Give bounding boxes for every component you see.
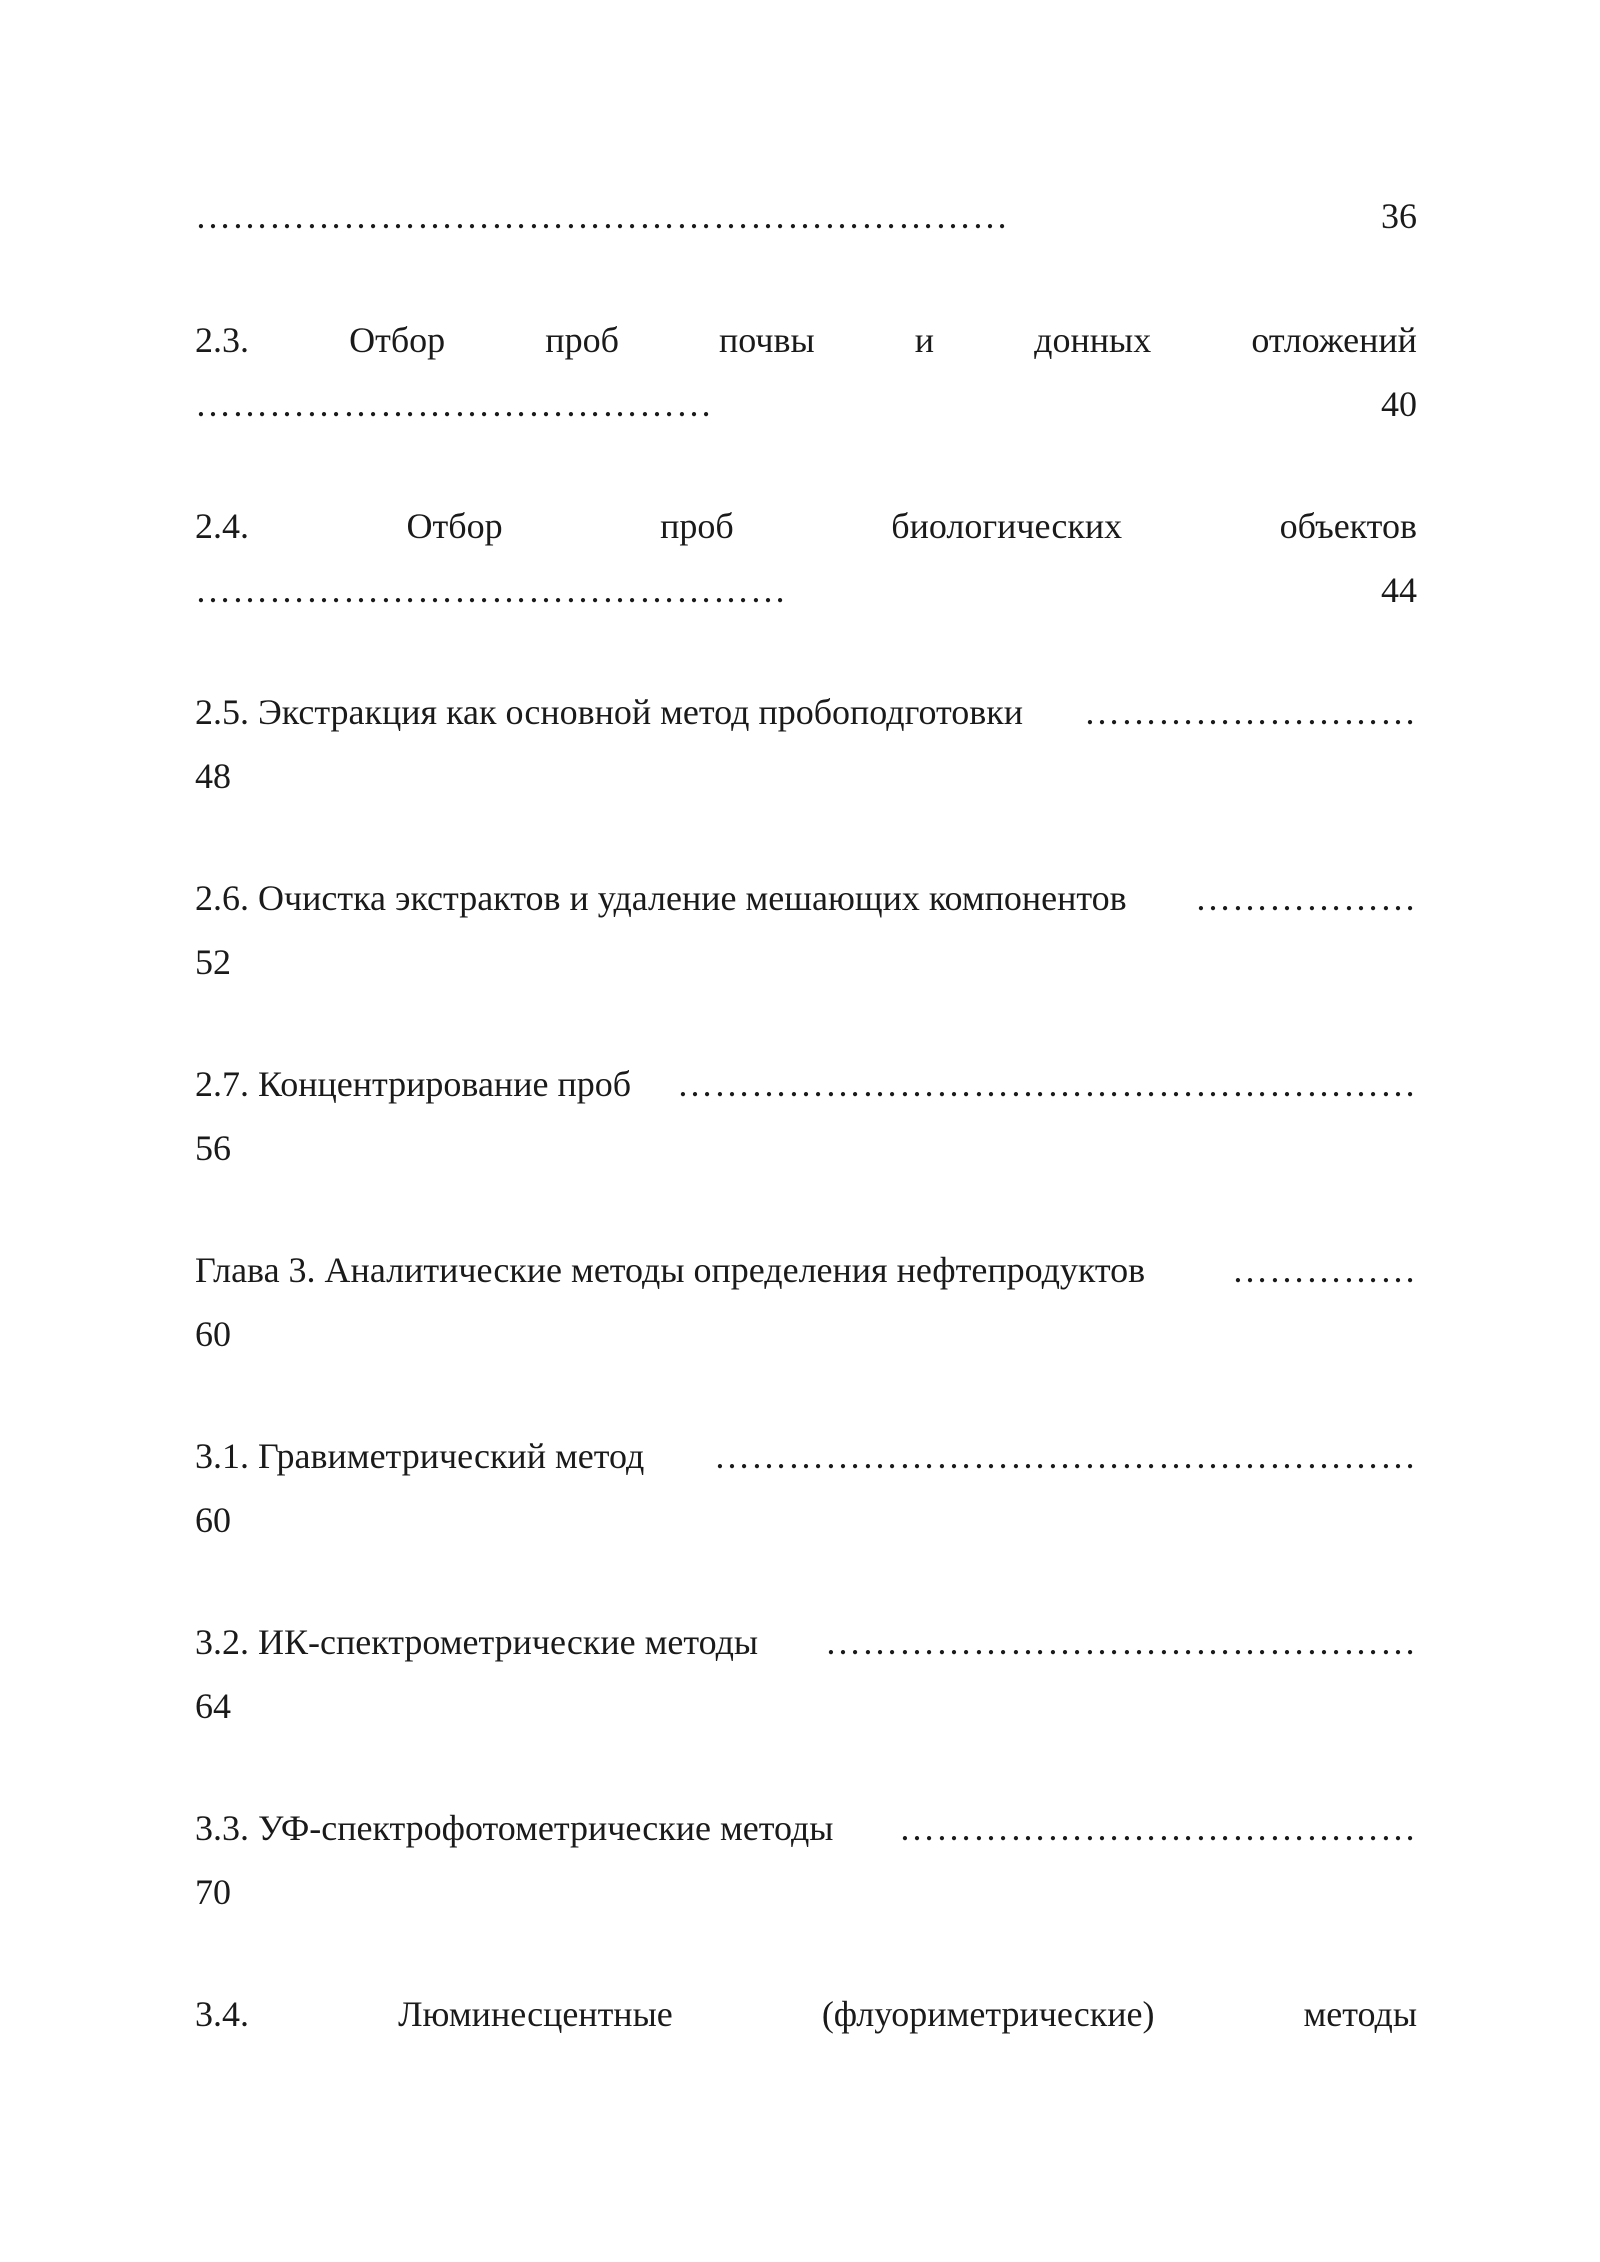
toc-page-number: 70 [195, 1872, 231, 1912]
toc-leader-dots: …………………………………… [899, 1808, 1417, 1848]
toc-line [195, 558, 1417, 622]
toc-title: 3.3. УФ-спектрофотометрические методы [195, 1808, 834, 1848]
toc-entry [195, 1610, 1417, 1738]
toc-line [195, 372, 1417, 436]
toc-title-word: методы [1303, 1994, 1417, 2034]
toc-page-number: 36 [1381, 196, 1417, 236]
toc-entry [195, 680, 1417, 808]
toc-title: 2.6. Очистка экстрактов и удаление мешающих компонентов [195, 878, 1127, 918]
toc-entry [195, 308, 1417, 436]
toc-title-line [195, 1424, 1417, 1488]
toc-leader-dots: …………………………………… [195, 384, 713, 424]
toc-section-number: 2.3. [195, 320, 249, 360]
toc-chapter-title: Глава 3. Аналитические методы определения нефтепродуктов [195, 1250, 1146, 1290]
toc-title-line [195, 494, 1417, 558]
toc-leader-dots: ………………………………………………………… [195, 196, 1009, 236]
toc-title-line [195, 866, 1417, 930]
toc-entry [195, 1052, 1417, 1180]
toc-title-word: проб [545, 320, 619, 360]
toc-title-line [195, 1238, 1417, 1302]
toc-page-number: 64 [195, 1686, 231, 1726]
toc-page-number: 60 [195, 1500, 231, 1540]
toc-title: 3.2. ИК-спектрометрические методы [195, 1622, 759, 1662]
toc-title-line [195, 1610, 1417, 1674]
toc-title-word: проб [660, 506, 734, 546]
toc-section-number: 2.4. [195, 506, 249, 546]
toc-section-number: 3.4. [195, 1994, 249, 2034]
toc-title-line [195, 1982, 1417, 2046]
toc-page-number: 48 [195, 756, 231, 796]
toc-leader-dots: ………………………………………… [195, 570, 787, 610]
toc-title-line [195, 680, 1417, 744]
toc-leader-dots: ………………………………………… [825, 1622, 1417, 1662]
toc-title-word: донных [1034, 320, 1152, 360]
toc-title-word: биологических [891, 506, 1123, 546]
toc-leader-dots: ……………… [1195, 878, 1417, 918]
toc-leader-dots: …………… [1232, 1250, 1417, 1290]
toc-title-line [195, 308, 1417, 372]
toc-page-number: 40 [1381, 384, 1417, 424]
toc-entry [195, 1424, 1417, 1552]
toc-title-line [195, 1052, 1417, 1116]
toc-title-word: отложений [1251, 320, 1417, 360]
toc-leader-dots: ………………………………………………… [714, 1436, 1417, 1476]
toc-entry [195, 866, 1417, 994]
toc-title-word: Отбор [406, 506, 503, 546]
toc-leader-dots: …………………………………………………… [677, 1064, 1417, 1104]
toc-page-number: 56 [195, 1128, 231, 1168]
toc-title: 3.1. Гравиметрический метод [195, 1436, 645, 1476]
toc-title-word: Люминесцентные [398, 1994, 673, 2034]
toc-title-word: (флуориметрические) [821, 1994, 1155, 2034]
toc-title-line [195, 1796, 1417, 1860]
toc-entry [195, 1238, 1417, 1366]
toc-title: 2.5. Экстракция как основной метод пробоподготовки [195, 692, 1023, 732]
toc-title-word: и [914, 320, 935, 360]
toc-title-word: объектов [1279, 506, 1417, 546]
toc-entry [195, 184, 1417, 248]
toc-leader-dots: ……………………… [1084, 692, 1417, 732]
toc-page-number: 60 [195, 1314, 231, 1354]
toc-line [195, 184, 1417, 248]
toc-title-word: Отбор [349, 320, 446, 360]
toc-entry [195, 494, 1417, 622]
toc-title-word: почвы [719, 320, 815, 360]
toc-entry [195, 1982, 1417, 2046]
toc-page-number: 44 [1381, 570, 1417, 610]
toc-title: 2.7. Концентрирование проб [195, 1064, 632, 1104]
toc-entry [195, 1796, 1417, 1924]
toc-page-number: 52 [195, 942, 231, 982]
